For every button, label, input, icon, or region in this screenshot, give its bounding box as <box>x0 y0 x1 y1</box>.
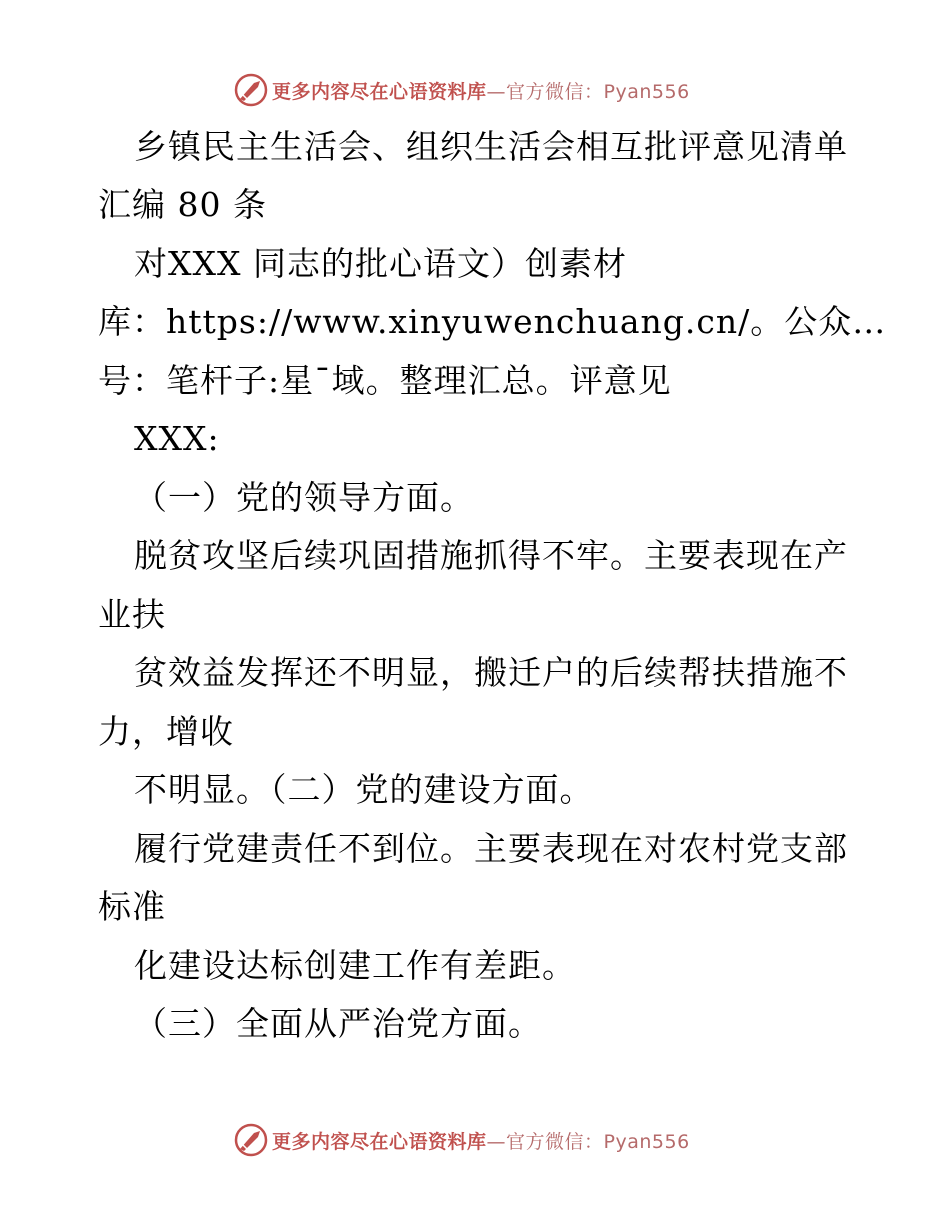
logo-icon <box>234 1123 268 1157</box>
paragraph-line: 标准 <box>98 887 166 926</box>
paragraph-line: 库：https://www.xinyuwenchuang.cn/。公众… <box>98 302 887 341</box>
banner-contact: —官方微信：Pyan556 <box>486 1130 690 1153</box>
footer-banner <box>234 1123 690 1157</box>
paragraph-line: 贫效益发挥还不明显，搬迁户的后续帮扶措施不 <box>134 653 848 692</box>
paragraph-line: XXX: <box>134 419 220 458</box>
banner-text <box>272 1127 690 1154</box>
paragraph-line: 不明显。（二）党的建设方面。 <box>134 770 594 809</box>
paragraph-line: 力，增收 <box>98 712 234 751</box>
doc-title-line-1: 乡镇民主生活会、组织生活会相互批评意见清单 <box>134 127 848 166</box>
banner-contact: —官方微信：Pyan556 <box>486 80 690 103</box>
banner-brand: 更多内容尽在心语资料库 <box>272 80 487 103</box>
doc-title-line-2: 汇编 80 条 <box>98 185 267 224</box>
logo-icon <box>234 73 268 107</box>
section-heading: （一）党的领导方面。 <box>134 478 474 517</box>
paragraph-line: 号：笔杆子:星¯域。整理汇总。评意见 <box>98 361 672 400</box>
banner-brand: 更多内容尽在心语资料库 <box>272 1130 487 1153</box>
paragraph-line: 化建设达标创建工作有差距。 <box>134 946 576 985</box>
banner-text <box>272 77 690 104</box>
paragraph-line: 脱贫攻坚后续巩固措施抓得不牢。主要表现在产 <box>134 536 848 575</box>
paragraph-line: 对XXX 同志的批心语文）创素材 <box>134 244 627 283</box>
section-heading: （三）全面从严治党方面。 <box>134 1004 542 1043</box>
header-banner <box>234 73 690 107</box>
paragraph-line: 履行党建责任不到位。主要表现在对农村党支部 <box>134 829 848 868</box>
paragraph-line: 业扶 <box>98 595 166 634</box>
